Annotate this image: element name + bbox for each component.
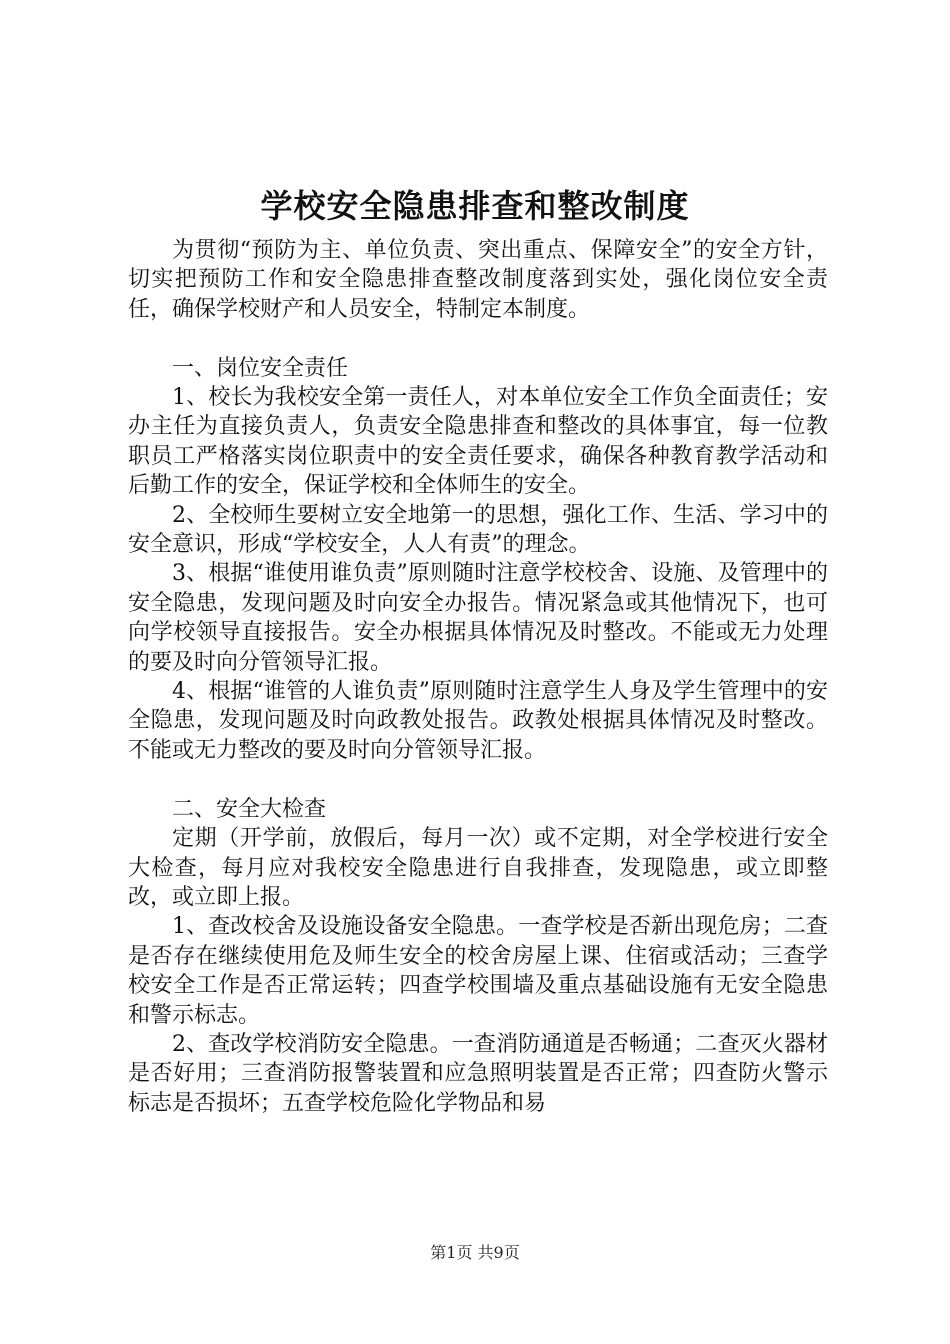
- document-body: [128, 236, 828, 1118]
- section-heading-1: 一、岗位安全责任: [172, 355, 349, 381]
- blank-line: [128, 765, 828, 794]
- blank-line: [128, 324, 828, 353]
- section2-intro: 定期（开学前，放假后，每月一次）或不定期，对全学校进行安全大检查，每月应对我校安全隐患进行自我排查，发现隐患，或立即整改，或立即上报。: [128, 826, 828, 910]
- section2-item-2: 2、查改学校消防安全隐患。一查消防通道是否畅通；二查灭火器材是否好用；三查消防报警装置和应急照明装置是否正常；四查防火警示标志是否损坏；五查学校危险化学物品和易: [128, 1031, 828, 1116]
- document-title: 学校安全隐患排查和整改制度: [260, 187, 690, 225]
- section1-item-2: 2、全校师生要树立安全地第一的思想，强化工作、生活、学习中的安全意识，形成“学校安全，人人有责”的理念。: [128, 502, 828, 558]
- section2-item-1: 1、查改校舍及设施设备安全隐患。一查学校是否新出现危房；二查是否存在继续使用危及师生安全的校舍房屋上课、住宿或活动；三查学校安全工作是否正常运转；四查学校围墙及重点基础设施有无安全隐患和警示标志。: [128, 914, 828, 1028]
- section1-item-3: 3、根据“谁使用谁负责”原则随时注意学校校舍、设施、及管理中的安全隐患，发现问题及时向安全办报告。情况紧急或其他情况下，也可向学校领导直接报告。安全办根据具体情况及时整改。不能或无力处理的要及时向分管领导汇报。: [128, 561, 828, 675]
- page-footer: 第1页 共9页: [430, 1243, 520, 1262]
- section1-item-1: 1、校长为我校安全第一责任人，对本单位安全工作负全面责任；安办主任为直接负责人，负责安全隐患排查和整改的具体事宜，每一位教职员工严格落实岗位职责中的安全责任要求，确保各种教育教学活动和后勤工作的安全，保证学校和全体师生的安全。: [128, 385, 828, 499]
- section-heading-2: 二、安全大检查: [172, 796, 327, 822]
- section1-item-4: 4、根据“谁管的人谁负责”原则随时注意学生人身及学生管理中的安全隐患，发现问题及时向政教处报告。政教处根据具体情况及时整改。不能或无力整改的要及时向分管领导汇报。: [128, 679, 828, 763]
- intro-paragraph: 为贯彻“预防为主、单位负责、突出重点、保障安全”的安全方针，切实把预防工作和安全隐患排查整改制度落到实处，强化岗位安全责任，确保学校财产和人员安全，特制定本制度。: [128, 238, 828, 322]
